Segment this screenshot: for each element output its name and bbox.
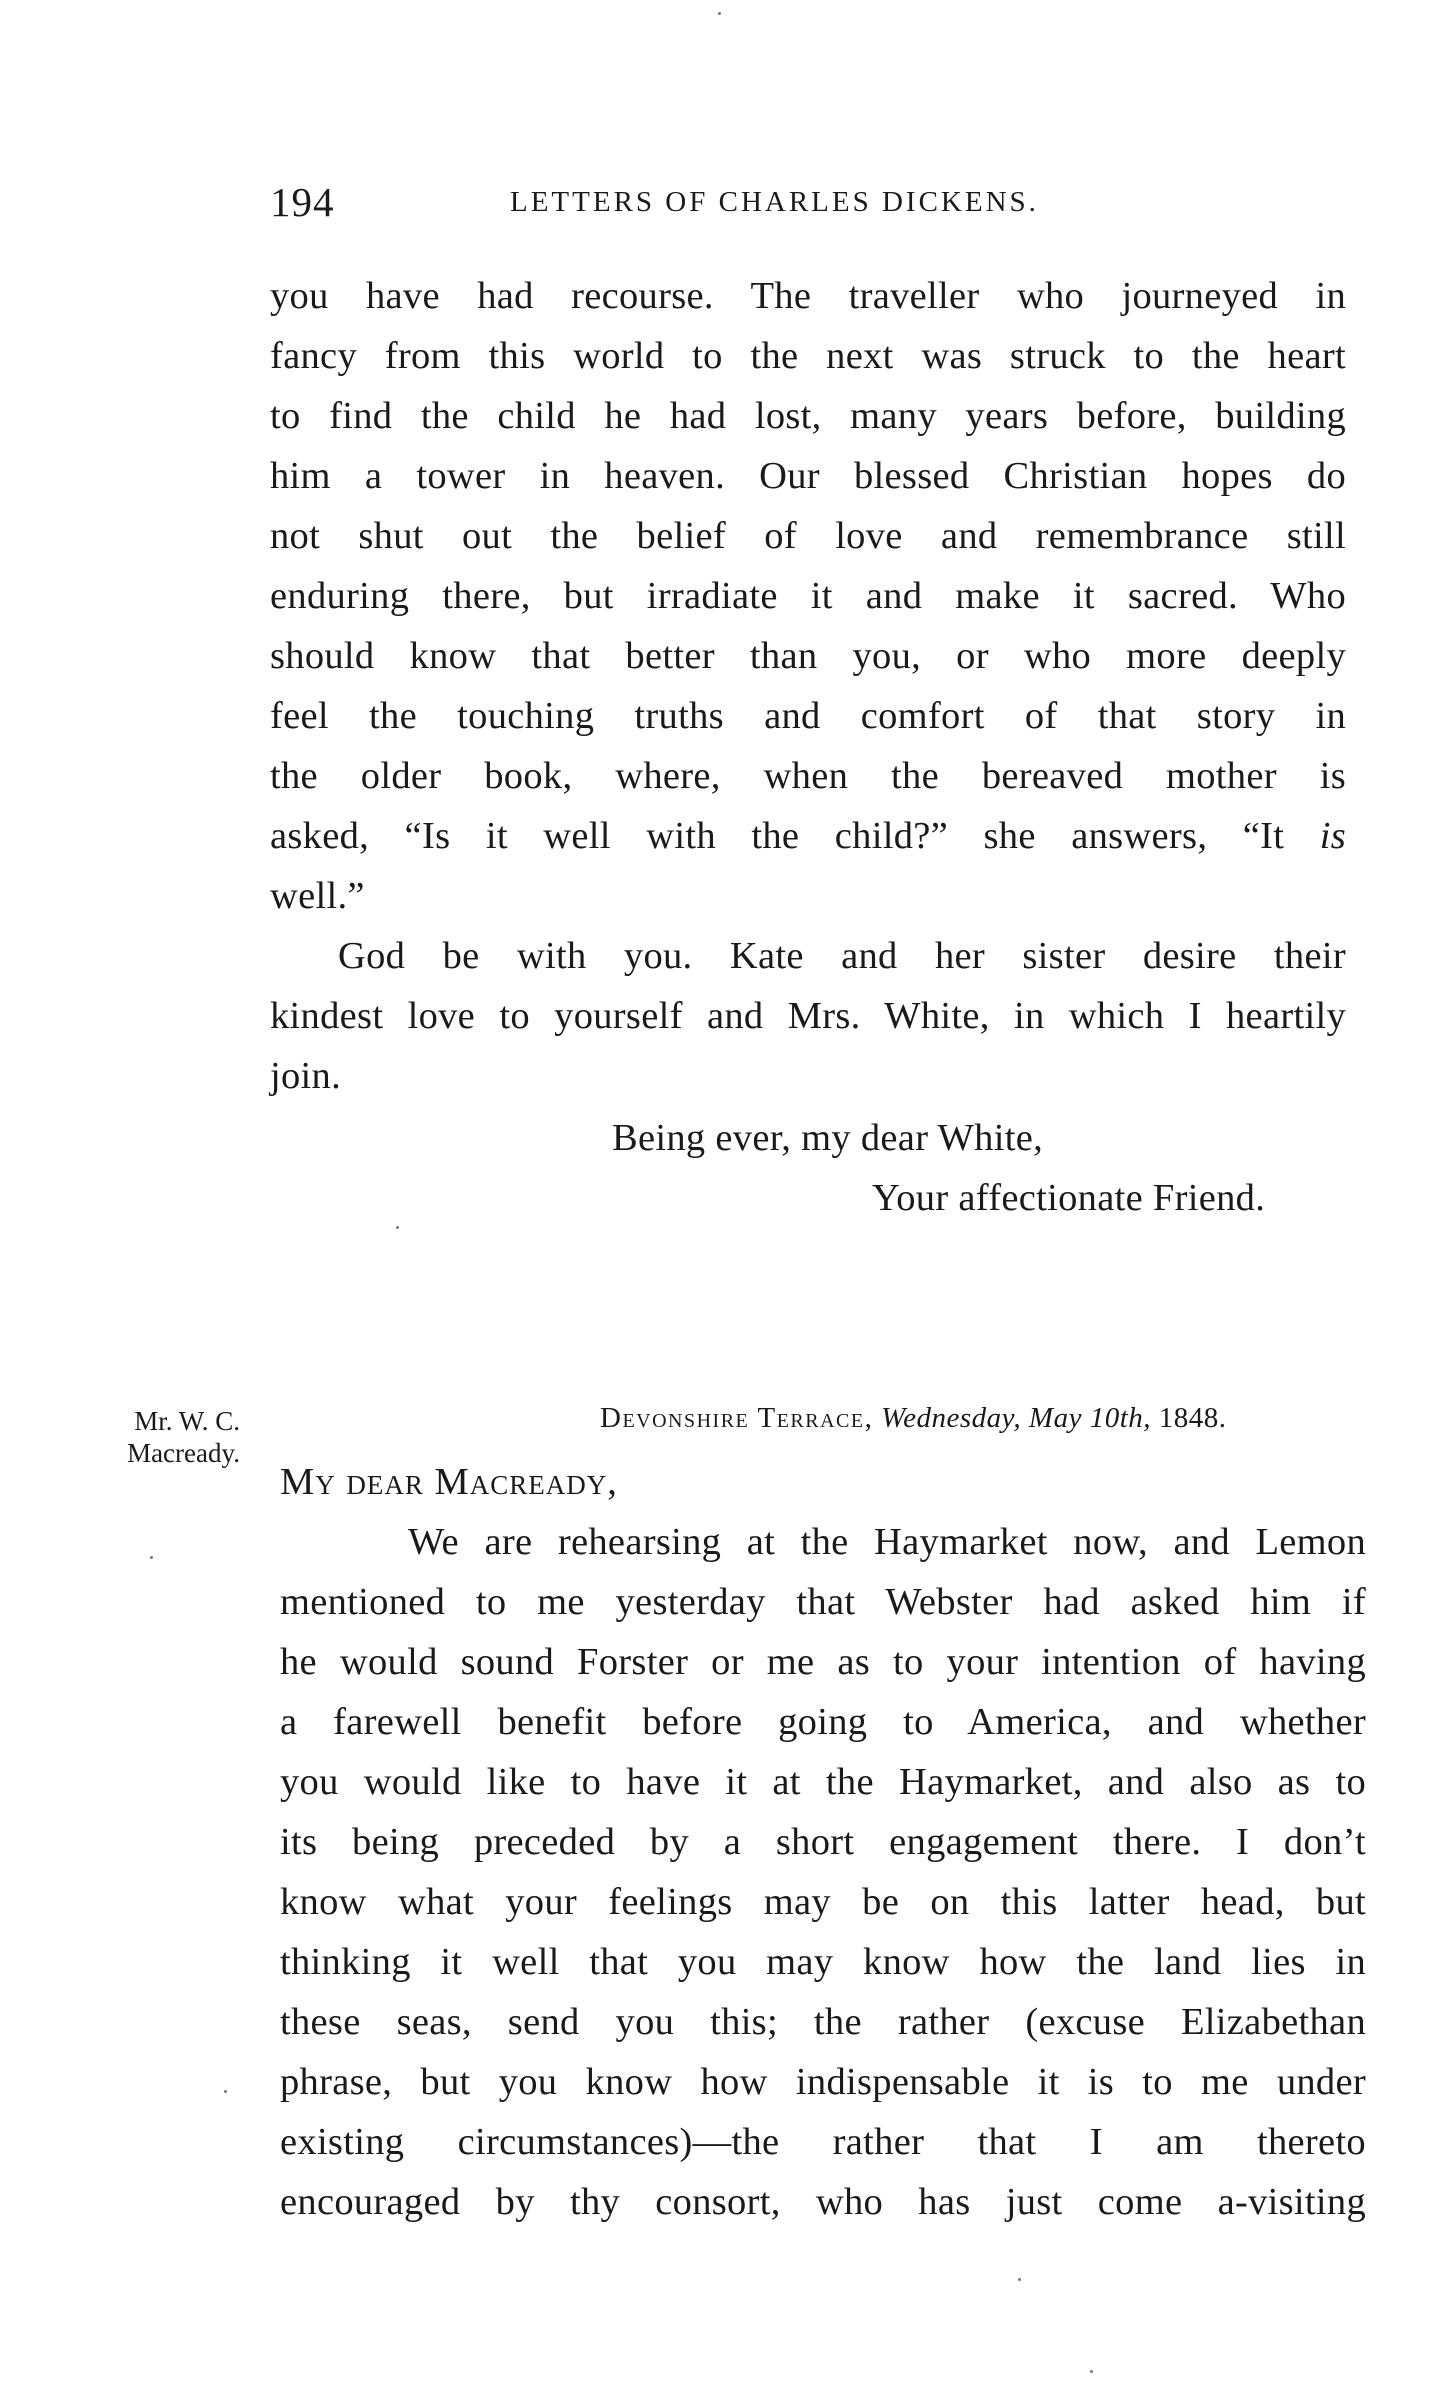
emphasis-word: is (1319, 815, 1346, 857)
text-line: existing circumstances)—the rather that I am thereto (280, 2121, 1366, 2163)
text-line: enduring there, but irradiate it and make it sacred. Who (270, 575, 1346, 617)
text-line: he would sound Forster or me as to your intention of having (280, 1641, 1366, 1683)
text-line-with-emphasis (270, 814, 1346, 858)
text-line: feel the touching truths and comfort of that story in (270, 695, 1346, 737)
print-speck (396, 1226, 399, 1229)
recipient-line: Macready. (127, 1438, 240, 1468)
text-line: should know that better than you, or who more deeply (270, 635, 1346, 677)
text-line: thinking it well that you may know how the land lies in (280, 1941, 1366, 1983)
print-speck (150, 1556, 153, 1559)
dateline-year: 1848. (1158, 1402, 1227, 1434)
text-line: the older book, where, when the bereaved mother is (270, 755, 1346, 797)
salutation: My dear Macready, (280, 1461, 618, 1503)
text-line: you would like to have it at the Haymarket, and also as to (280, 1761, 1366, 1803)
text-line: well.” (270, 875, 365, 917)
print-speck (224, 2090, 227, 2093)
text-line: a farewell benefit before going to America, and whether (280, 1701, 1366, 1743)
text-fragment: asked, “Is it well with the child?” she answers, “It (270, 815, 1285, 857)
closing-line: Being ever, my dear White, (612, 1117, 1044, 1159)
text-line: kindest love to yourself and Mrs. White, in which I heartily (270, 995, 1346, 1037)
text-line: not shut out the belief of love and remembrance still (270, 515, 1346, 557)
text-line: phrase, but you know how indispensable it is to me under (280, 2061, 1366, 2103)
text-line: fancy from this world to the next was struck to the heart (270, 335, 1346, 377)
dateline-date: Wednesday, May 10th, (881, 1402, 1152, 1434)
text-line: God be with you. Kate and her sister desire their (338, 935, 1346, 977)
text-line: We are rehearsing at the Haymarket now, and Lemon (408, 1521, 1366, 1563)
recipient-line: Mr. W. C. (134, 1406, 240, 1436)
closing-signature: Your affectionate Friend. (872, 1177, 1266, 1219)
print-speck (718, 12, 721, 15)
print-speck (1018, 2278, 1021, 2281)
print-speck (1090, 2370, 1093, 2373)
text-line: know what your feelings may be on this latter head, but (280, 1881, 1366, 1923)
text-line: its being preceded by a short engagement there. I don’t (280, 1821, 1366, 1863)
text-line: to find the child he had lost, many years before, building (270, 395, 1346, 437)
text-line: you have had recourse. The traveller who journeyed in (270, 275, 1346, 317)
text-line: join. (270, 1055, 342, 1097)
text-line: encouraged by thy consort, who has just come a-visiting (280, 2181, 1366, 2223)
dateline-place: Devonshire Terrace, (600, 1402, 874, 1434)
page-header (270, 178, 1340, 228)
page-number: 194 (270, 179, 335, 225)
recipient-side-note (100, 1405, 240, 1469)
text-line: these seas, send you this; the rather (excuse Elizabethan (280, 2001, 1366, 2043)
running-title: LETTERS OF CHARLES DICKENS. (510, 186, 1039, 218)
text-line: him a tower in heaven. Our blessed Christian hopes do (270, 455, 1346, 497)
dateline (600, 1402, 1340, 1435)
text-line: mentioned to me yesterday that Webster had asked him if (280, 1581, 1366, 1623)
